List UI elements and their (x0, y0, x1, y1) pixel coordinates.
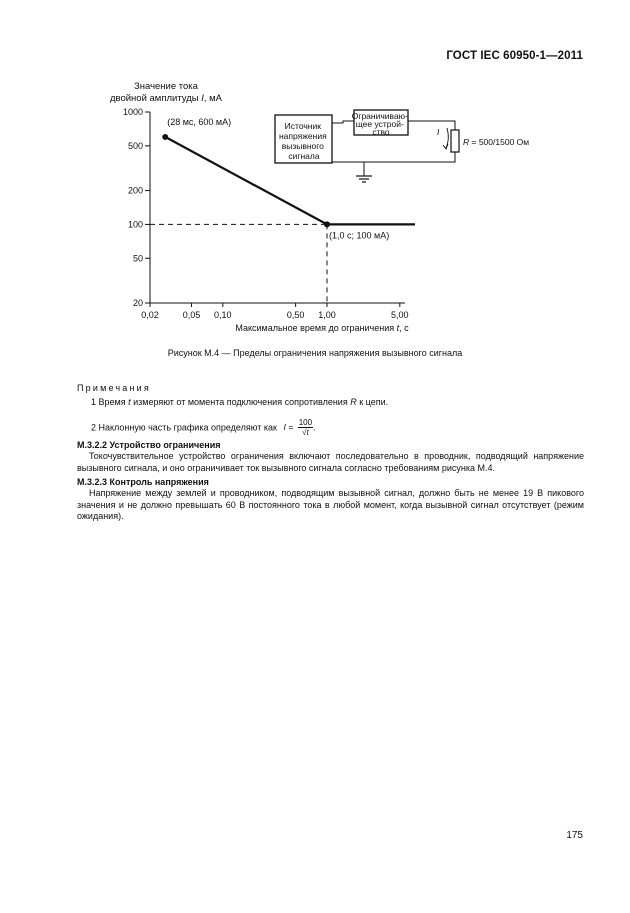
figure-caption: Рисунок М.4 — Пределы ограничения напряжения вызывного сигнала (167, 348, 463, 358)
y-axis-label-prefix: двойной амплитуды (109, 93, 202, 104)
wire-bottom (332, 152, 455, 162)
limiter-label: Ограничиваю- щее устрой- ство (351, 111, 408, 137)
wire-top (332, 121, 354, 123)
note-2: 2 Наклонную часть графика определяют как I = $\frac{100}{√t}$ . (91, 418, 316, 437)
section-text-1: Токочувствительное устройство ограничения включают последовательно в проводник, подводящий напряжение вызывного сигнала, и оно ограничивает ток вызывного сигнала согласно требованиям рисунка М.4. (77, 451, 584, 473)
wire-right (408, 121, 455, 130)
x-tick-label: 0,02 (141, 310, 159, 320)
x-axis-label: Максимальное время до ограничения t, с (235, 323, 409, 333)
x-tick-label: 0,10 (214, 310, 232, 320)
y-tick-label: 100 (127, 219, 143, 230)
y-axis-label-var: I (201, 93, 204, 104)
y-ticks (123, 107, 150, 308)
section-heading-1: М.3.2.2 Устройство ограничения (77, 440, 221, 450)
formula-lhs: I = (283, 422, 294, 433)
x-tick-label: 5,00 (391, 310, 409, 320)
data-point (162, 134, 168, 140)
y-axis-label-line1: Значение тока (134, 81, 198, 92)
guide-lines (150, 224, 327, 303)
current-symbol: I (437, 127, 440, 137)
x-ticks (141, 303, 408, 320)
document-header: ГОСТ IEC 60950-1—2011 (446, 50, 583, 62)
section-heading-2: М.3.2.3 Контроль напряжения (77, 477, 209, 487)
point-label: (28 мс, 600 мА) (167, 116, 232, 127)
y-tick-label: 20 (132, 298, 143, 308)
x-tick-label: 0,05 (182, 310, 201, 320)
circuit-diagram (275, 110, 529, 182)
section-text-2: Напряжение между землей и проводником, подводящим вызывной сигнал, должно быть не менее 19 В пикового значения и не должно превышать 60 В постоянного тока в любой момент, когда вызывной сигнал отсутствует (режим ожидания). (77, 488, 584, 521)
y-tick-label: 50 (132, 253, 143, 264)
x-tick-label: 1,00 (318, 310, 336, 320)
current-limit-chart (0, 0, 630, 345)
current-arrowhead-icon (443, 144, 448, 149)
page-number: 175 (566, 830, 583, 841)
resistor (451, 130, 459, 152)
y-tick-label: 200 (127, 185, 143, 196)
y-tick-label: 500 (127, 140, 143, 151)
point-label: (1,0 с; 100 мА) (329, 230, 390, 241)
source-label: Источник напряжения вызывного сигнала (278, 121, 327, 161)
resistor-label: R = 500/1500 Ом (463, 137, 530, 147)
y-axis-label-unit: , мА (203, 93, 223, 104)
y-tick-label: 1000 (122, 107, 143, 117)
notes-title: Примечания (77, 383, 151, 393)
formula-fraction: $\frac{100}{√t}$ (298, 418, 313, 437)
x-tick-label: 0,50 (286, 310, 305, 320)
data-point (324, 221, 330, 227)
note-1: 1 Время t измеряют от момента подключения сопротивления R к цепи. (91, 397, 389, 407)
